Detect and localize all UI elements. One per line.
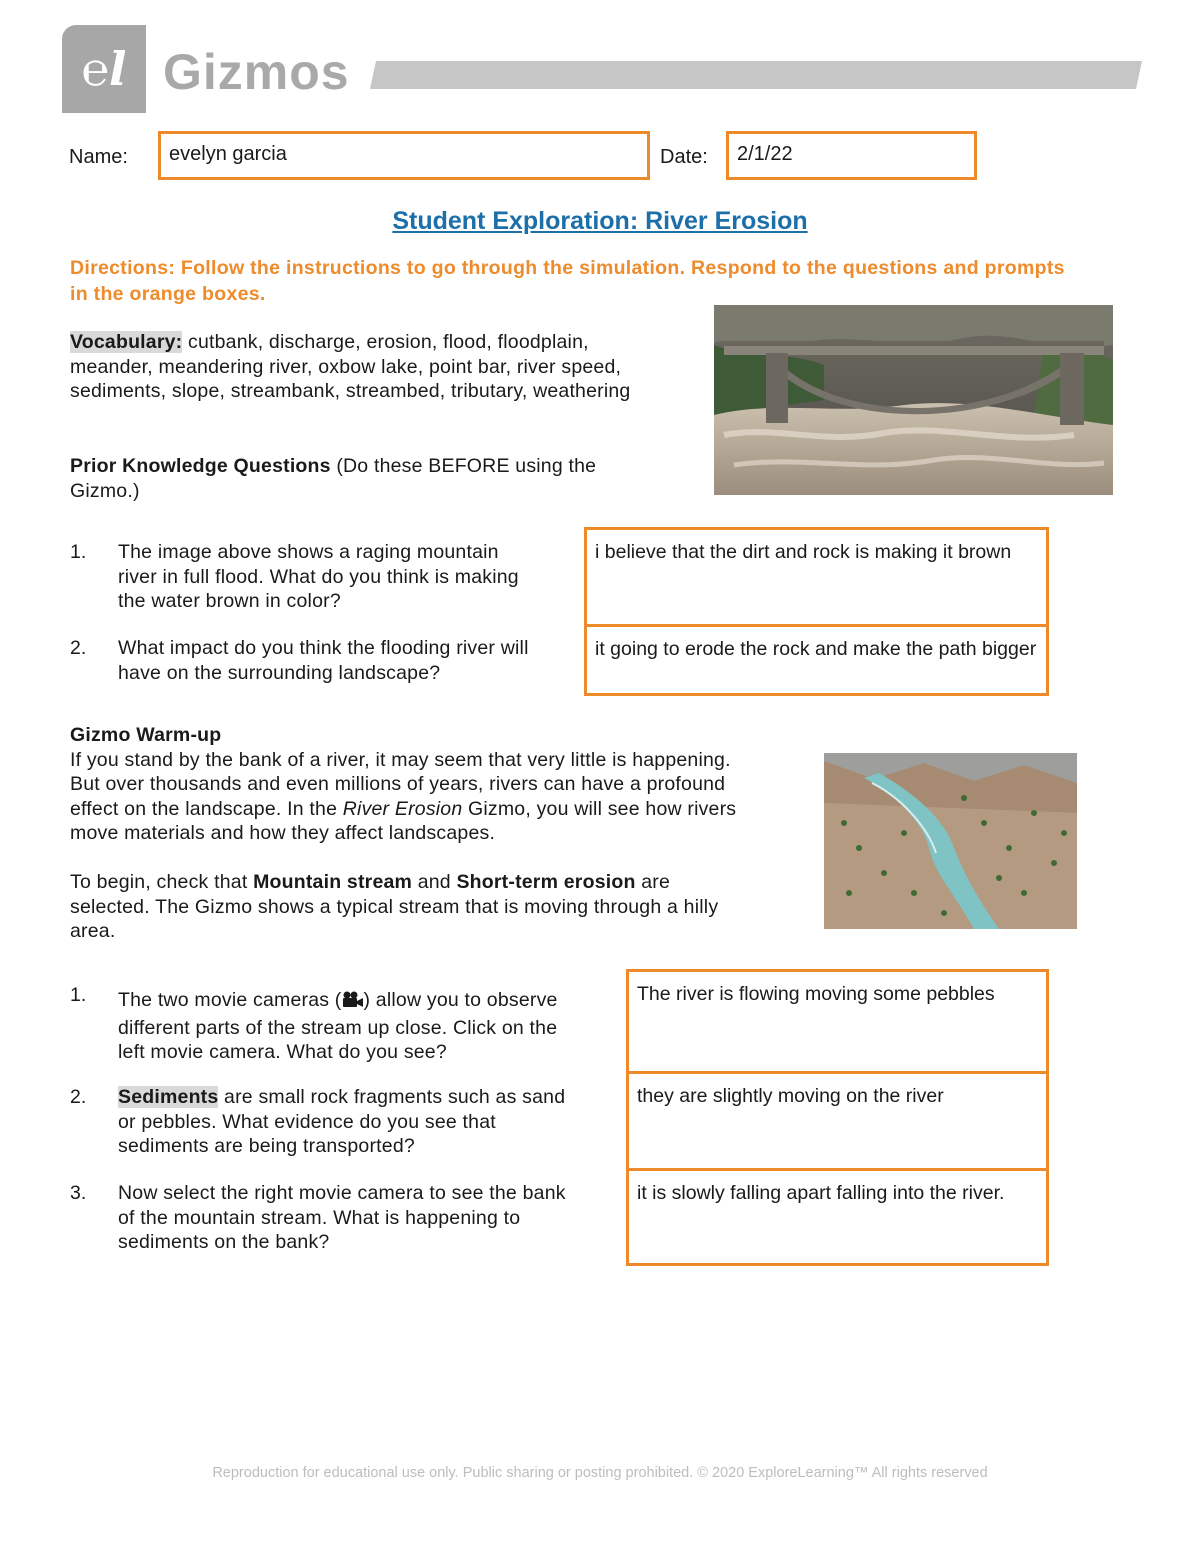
movie-camera-icon — [342, 991, 364, 1016]
warmup-line: If you stand by the bank of a river, it may seem that very little is happening. — [70, 748, 731, 771]
answer-box-1[interactable]: i believe that the dirt and rock is making it brown — [584, 527, 1049, 627]
vocabulary-line: cutbank, discharge, erosion, flood, floodplain, — [182, 331, 589, 353]
question-text: The two movie cameras ( ) allow you to observe different parts of the stream up close. Click on the left movie camera. What do you see? — [118, 989, 558, 1063]
logo-mark: ℮l — [81, 42, 127, 96]
question-number: 2. — [70, 637, 87, 659]
warmup-line: area. — [70, 920, 116, 942]
question-text: What impact do you think the flooding river will have on the surrounding landscape? — [118, 637, 529, 684]
prior-knowledge-heading — [70, 454, 690, 503]
name-label: Name: — [69, 146, 128, 168]
page-title: Student Exploration: River Erosion — [392, 207, 808, 235]
prior-knowledge-note: Gizmo.) — [70, 479, 140, 502]
warmup-line: selected. The Gizmo shows a typical stream that is moving through a hilly — [70, 895, 719, 918]
date-label: Date: — [660, 146, 708, 168]
question-number: 3. — [70, 1182, 87, 1204]
prior-knowledge-note: (Do these BEFORE using the — [330, 455, 597, 477]
warmup-line: effect on the landscape. In the River Erosion Gizmo, you will see how rivers — [70, 797, 737, 820]
warmup-line: But over thousands and even millions of years, rivers can have a profound — [70, 773, 726, 795]
prior-knowledge-title: Prior Knowledge Questions — [70, 455, 331, 477]
question-text: The image above shows a raging mountain river in full flood. What do you think is making the water brown in color? — [118, 541, 519, 612]
answer-box-warmup-3[interactable]: it is slowly falling apart falling into the river. — [626, 1168, 1049, 1266]
header-bar — [370, 61, 1142, 89]
name-field[interactable]: evelyn garcia — [158, 131, 650, 180]
logo — [62, 25, 146, 113]
warmup-line: To begin, check that Mountain stream and Short-term erosion are — [70, 871, 670, 893]
question-number: 2. — [70, 1086, 87, 1108]
directions: Directions: Follow the instructions to go through the simulation. Respond to the questions and prompts in the orange boxes. — [70, 257, 1065, 305]
brand-name: Gizmos — [163, 44, 350, 100]
gizmo-stream-image — [824, 753, 1077, 929]
footer-notice: Reproduction for educational use only. Public sharing or posting prohibited. © 2020 ExploreLearning™ All rights reserved — [212, 1465, 988, 1481]
vocabulary — [70, 330, 700, 404]
question-text: Now select the right movie camera to see the bank of the mountain stream. What is happening to sediments on the bank? — [118, 1182, 566, 1253]
answer-box-2[interactable]: it going to erode the rock and make the path bigger — [584, 624, 1049, 696]
vocabulary-line: meander, meandering river, oxbow lake, point bar, river speed, — [70, 355, 622, 378]
warmup-line: move materials and how they affect landscapes. — [70, 822, 496, 844]
vocabulary-label: Vocabulary: — [70, 331, 183, 353]
vocabulary-line: sediments, slope, streambank, streambed, tributary, weathering — [70, 380, 631, 402]
warmup-section — [70, 723, 810, 944]
question-number: 1. — [70, 541, 87, 563]
warmup-heading: Gizmo Warm-up — [70, 724, 222, 746]
question-text: Sediments are small rock fragments such as sand or pebbles. What evidence do you see that sediments are being transported? — [118, 1086, 566, 1157]
sediments-term: Sediments — [118, 1086, 219, 1108]
flooded-river-photo — [714, 305, 1113, 495]
answer-box-warmup-2[interactable]: they are slightly moving on the river — [626, 1071, 1049, 1171]
date-field[interactable]: 2/1/22 — [726, 131, 977, 180]
answer-box-warmup-1[interactable]: The river is flowing moving some pebbles — [626, 969, 1049, 1074]
question-number: 1. — [70, 984, 87, 1006]
